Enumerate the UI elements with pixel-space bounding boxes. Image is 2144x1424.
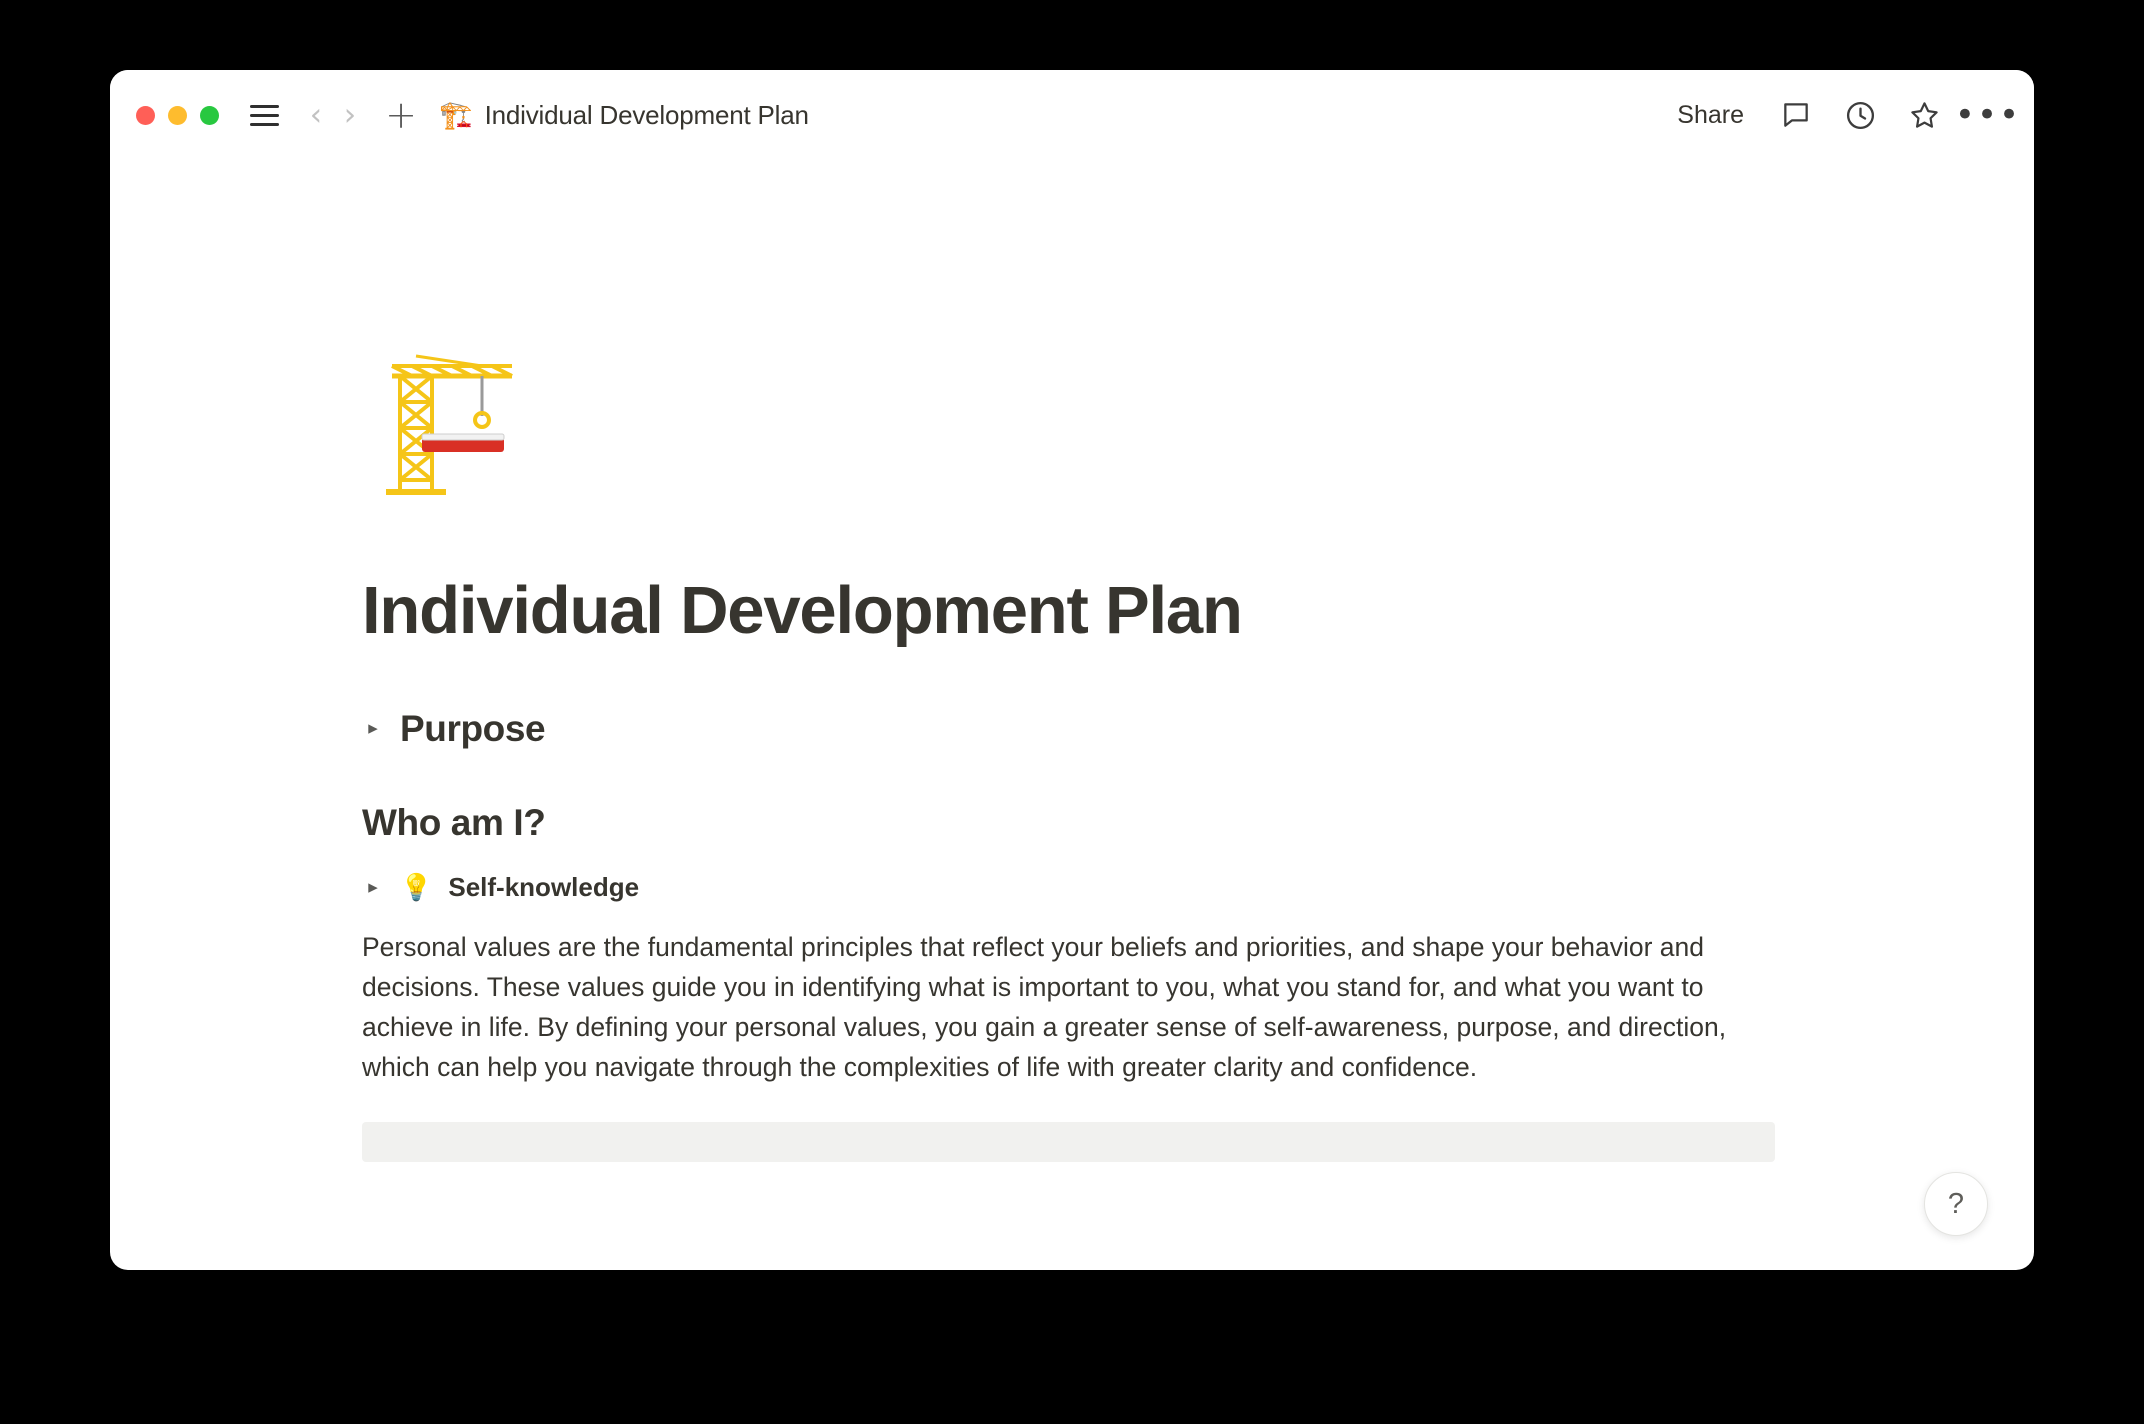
paragraph-personal-values[interactable]: Personal values are the fundamental principles that reflect your beliefs and priorities, and shape your behavior and decisions. These values guide you in identifying what is important to you, what you stand for, and what you want to achieve in life. By defining your personal values, you gain a greater sense of self-awareness, purpose, and direction, which can help you navigate through the complexities of life with greater clarity and confidence. bbox=[362, 931, 1727, 1083]
page-content bbox=[362, 342, 1782, 1162]
page-title[interactable]: Individual Development Plan bbox=[362, 573, 1242, 648]
hamburger-line bbox=[250, 105, 279, 108]
chevron-right-icon[interactable]: ▸ bbox=[368, 875, 378, 898]
forward-chevron-icon[interactable]: › bbox=[343, 96, 357, 133]
hamburger-line bbox=[250, 123, 279, 126]
heading-who-am-i: Who am I? bbox=[362, 801, 546, 843]
minimize-window-button[interactable] bbox=[168, 106, 187, 125]
new-page-plus-icon[interactable]: + bbox=[385, 92, 417, 137]
lightbulb-icon: 💡 bbox=[400, 872, 433, 903]
hamburger-line bbox=[250, 114, 279, 117]
help-button[interactable]: ? bbox=[1924, 1172, 1988, 1236]
crane-icon: 🏗️ bbox=[439, 99, 473, 130]
star-icon[interactable] bbox=[1906, 97, 1942, 133]
chevron-right-icon[interactable]: ▸ bbox=[368, 717, 378, 740]
titlebar-actions bbox=[1671, 94, 2022, 135]
more-options-icon[interactable]: ••• bbox=[1954, 94, 2022, 135]
toggle-purpose[interactable] bbox=[362, 708, 1782, 750]
breadcrumb[interactable] bbox=[439, 100, 809, 131]
sidebar-toggle-icon[interactable] bbox=[245, 96, 283, 134]
clock-icon[interactable] bbox=[1842, 97, 1878, 133]
callout-block-partial[interactable] bbox=[362, 1122, 1775, 1162]
page-crane-icon bbox=[362, 342, 532, 512]
close-window-button[interactable] bbox=[136, 106, 155, 125]
toggle-self-knowledge-label: Self-knowledge bbox=[448, 871, 640, 902]
toggle-purpose-label: Purpose bbox=[400, 707, 546, 749]
share-button[interactable]: Share bbox=[1677, 100, 1744, 129]
window-controls bbox=[136, 106, 219, 125]
back-chevron-icon[interactable]: ‹ bbox=[309, 96, 323, 133]
comment-icon[interactable] bbox=[1778, 97, 1814, 133]
app-window bbox=[110, 70, 2034, 1270]
page-body bbox=[110, 160, 2034, 1270]
breadcrumb-title[interactable]: Individual Development Plan bbox=[484, 99, 809, 130]
titlebar bbox=[110, 70, 2034, 160]
toggle-self-knowledge[interactable] bbox=[362, 872, 1782, 903]
maximize-window-button[interactable] bbox=[200, 106, 219, 125]
